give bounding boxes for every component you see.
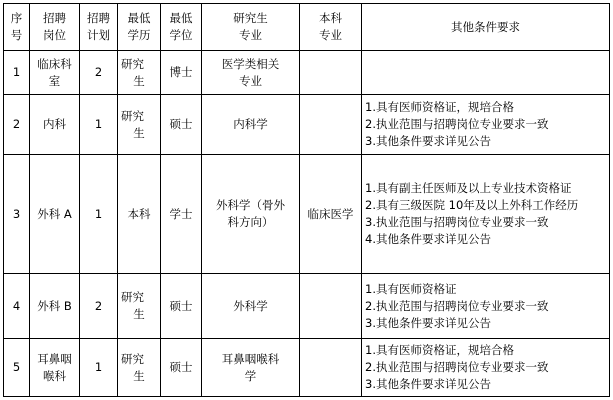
header-seq: 序 号 [4,4,30,51]
cell-undergraduate-major: 临床医学 [300,155,362,274]
cell-plan: 2 [80,274,118,339]
cell-min-degree: 学士 [161,155,202,274]
cell-min-degree: 硕士 [161,274,202,339]
header-undergraduate-major: 本科 专业 [300,4,362,51]
cell-plan: 1 [80,95,118,155]
requirement-line: 2.具有三级医院 10年及以上外科工作经历 [365,198,579,212]
cell-other-requirements [362,274,610,339]
cell-graduate-major: 耳鼻咽喉科 学 [202,339,300,397]
cell-position: 耳鼻咽 喉科 [30,339,80,397]
cell-seq: 2 [4,95,30,155]
cell-position: 外科 A [30,155,80,274]
cell-min-degree: 博士 [161,51,202,95]
cell-undergraduate-major [300,95,362,155]
cell-min-education: 研究 生 [118,339,161,397]
cell-min-education: 研究 生 [118,95,161,155]
cell-min-education: 本科 [118,155,161,274]
table-row [4,274,610,339]
cell-other-requirements [362,339,610,397]
requirement-line: 3.其他条件要求详见公告 [365,134,491,148]
requirement-line: 2.执业范围与招聘岗位专业要求一致 [365,117,549,131]
cell-position: 内科 [30,95,80,155]
header-other-requirements: 其他条件要求 [362,4,610,51]
cell-graduate-major: 外科学 [202,274,300,339]
cell-graduate-major: 外科学（骨外 科方向） [202,155,300,274]
header-plan: 招聘 计划 [80,4,118,51]
header-min-degree: 最低 学位 [161,4,202,51]
requirement-line: 2.执业范围与招聘岗位专业要求一致 [365,360,549,374]
requirement-line: 1.具有医师资格证，规培合格 [365,100,514,114]
table-row [4,339,610,397]
cell-undergraduate-major [300,274,362,339]
requirement-line: 3.其他条件要求详见公告 [365,377,491,391]
cell-plan: 1 [80,155,118,274]
cell-seq: 5 [4,339,30,397]
cell-position: 临床科 室 [30,51,80,95]
requirement-line: 3.其他条件要求详见公告 [365,315,491,330]
cell-other-requirements [362,95,610,155]
cell-min-education: 研究 生 [118,274,161,339]
requirement-line: 3.执业范围与招聘岗位专业要求一致 [365,215,549,229]
requirement-line: 1.具有副主任医师及以上专业技术资格证 [365,181,572,195]
cell-seq: 4 [4,274,30,339]
recruitment-table [3,3,610,397]
cell-min-degree: 硕士 [161,95,202,155]
requirement-line: 1.具有医师资格证 [365,281,457,296]
cell-graduate-major: 医学类相关 专业 [202,51,300,95]
cell-undergraduate-major [300,339,362,397]
table-header-row [4,4,610,51]
requirement-line: 1.具有医师资格证，规培合格 [365,343,514,357]
header-graduate-major: 研究生 专业 [202,4,300,51]
table-row [4,51,610,95]
requirement-line: 2.执业范围与招聘岗位专业要求一致 [365,298,549,313]
cell-seq: 3 [4,155,30,274]
cell-min-degree: 硕士 [161,339,202,397]
cell-plan: 2 [80,51,118,95]
cell-seq: 1 [4,51,30,95]
cell-min-education: 研究 生 [118,51,161,95]
header-position: 招聘 岗位 [30,4,80,51]
table-row [4,155,610,274]
header-min-education: 最低 学历 [118,4,161,51]
cell-other-requirements [362,155,610,274]
cell-plan: 1 [80,339,118,397]
requirement-line: 4.其他条件要求详见公告 [365,232,491,246]
table-row [4,95,610,155]
cell-graduate-major: 内科学 [202,95,300,155]
cell-other-requirements [362,51,610,95]
cell-position: 外科 B [30,274,80,339]
cell-undergraduate-major [300,51,362,95]
